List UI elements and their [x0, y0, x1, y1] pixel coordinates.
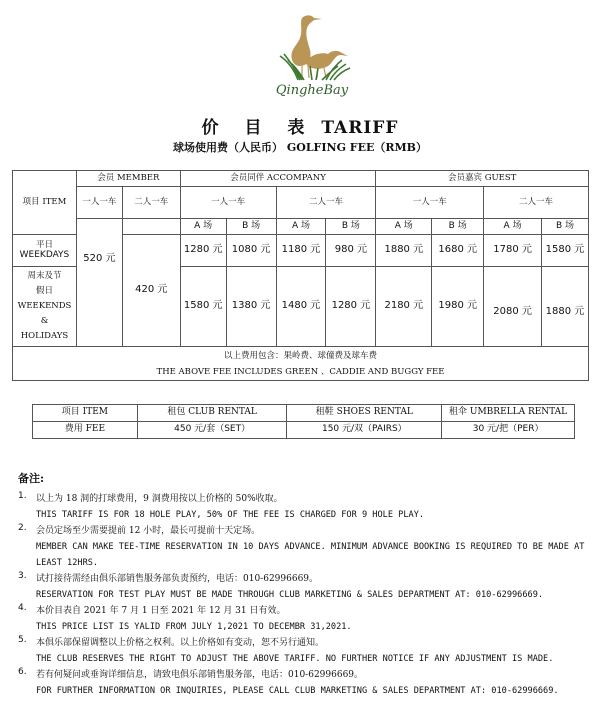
- rental-fee-row: [33, 422, 575, 439]
- weekends-label-en1: WEEKENDS: [17, 301, 72, 311]
- price-cell: 1880 元: [376, 235, 432, 267]
- shoes-rental-fee: 150 元/双（PAIRS）: [287, 422, 442, 439]
- price-cell: 1180 元: [276, 235, 326, 267]
- weekends-label-en2: HOLIDAYS: [20, 331, 69, 341]
- note-cn: 会员定场至少需要提前 12 小时，最长可提前十天定场。: [36, 526, 261, 536]
- note-en: MEMBER CAN MAKE TEE-TIME RESERVATION IN 10 DAYS ADVANCE. MINIMUM ADVANCE BOOKING IS REQUIRED TO BE MADE AT LEAST 12HRS.: [36, 542, 585, 568]
- notes-title: 备注:: [18, 472, 45, 485]
- weekends-label-cn1: 周末及节: [27, 271, 62, 281]
- weekends-label-amp: &: [40, 316, 49, 326]
- accompany-two-per-cart-header: 二人一车: [276, 187, 376, 219]
- note-item: [18, 635, 598, 667]
- note-number: 6.: [18, 667, 27, 677]
- price-cell: 1080 元: [226, 235, 276, 267]
- price-cell: 1680 元: [432, 235, 484, 267]
- empty-cell: [122, 219, 180, 235]
- member-two-per-cart-price: 420 元: [122, 235, 180, 347]
- note-cn: 本价目表自 2021 年 7 月 1 日至 2021 年 12 月 31 日有效。: [36, 606, 286, 616]
- guest-two-per-cart-header: 二人一车: [484, 187, 589, 219]
- guest-group-header: 会员嘉宾 GUEST: [376, 171, 589, 187]
- guest-one-per-cart-header: 一人一车: [376, 187, 484, 219]
- price-cell: 2180 元: [376, 267, 432, 347]
- heron-logo-icon: [262, 6, 362, 98]
- price-cell: 1780 元: [484, 235, 542, 267]
- title-cn: 价 目 表: [201, 118, 315, 138]
- club-rental-fee: 450 元/套（SET）: [137, 422, 287, 439]
- course-b-header: B 场: [542, 219, 589, 235]
- page-subtitle: 球场使用费（人民币） GOLFING FEE（RMB）: [173, 141, 427, 154]
- price-cell: 1980 元: [432, 267, 484, 347]
- course-b-header: B 场: [432, 219, 484, 235]
- umbrella-rental-header: 租伞 UMBRELLA RENTAL: [442, 405, 575, 422]
- rental-table: [32, 404, 575, 439]
- weekends-label-cn2: 假日: [35, 286, 53, 296]
- price-cell: 1580 元: [180, 267, 226, 347]
- course-a-header: A 场: [276, 219, 326, 235]
- note-number: 3.: [18, 571, 27, 581]
- note-number: 2.: [18, 523, 27, 533]
- price-cell: 1380 元: [226, 267, 276, 347]
- course-a-header: A 场: [376, 219, 432, 235]
- weekdays-label: [13, 235, 77, 267]
- note-cn: 试打接待需经由俱乐部销售服务部负责预约，电话：010-62996669。: [36, 574, 319, 584]
- member-two-per-cart-header: 二人一车: [122, 187, 180, 219]
- course-b-header: B 场: [326, 219, 376, 235]
- note-item: [18, 491, 598, 523]
- member-group-header: 会员 MEMBER: [76, 171, 180, 187]
- course-a-header: A 场: [180, 219, 226, 235]
- member-one-per-cart-header: 一人一车: [76, 187, 122, 219]
- tariff-table: [12, 170, 589, 381]
- price-cell: 1280 元: [180, 235, 226, 267]
- umbrella-rental-fee: 30 元/把（PER）: [442, 422, 575, 439]
- price-cell: 1280 元: [326, 267, 376, 347]
- note-item: [18, 571, 598, 603]
- accompany-group-header: 会员同伴 ACCOMPANY: [180, 171, 376, 187]
- fee-includes-note: [13, 347, 589, 381]
- price-cell: 1880 元: [542, 267, 589, 347]
- course-a-header: A 场: [484, 219, 542, 235]
- note-cn: 本俱乐部保留调整以上价格之权利。以上价格如有变动，恕不另行通知。: [36, 638, 325, 648]
- note-en: RESERVATION FOR TEST PLAY MUST BE MADE THROUGH CLUB MARKETING & SALES DEPARTMENT AT: 010-62996669.: [36, 590, 544, 600]
- note-en: FOR FURTHER INFORMATION OR INQUIRIES, PLEASE CALL CLUB MARKETING & SALES DEPARTMENT AT: 010-62996669.: [36, 686, 559, 696]
- accompany-one-per-cart-header: 一人一车: [180, 187, 276, 219]
- price-cell: 2080 元: [484, 267, 542, 347]
- note-item: [18, 667, 598, 699]
- note-number: 1.: [18, 491, 27, 501]
- note-en: THIS PRICE LIST IS YALID FROM JULY 1,2021 TO DECEMBR 31,2021.: [36, 622, 352, 632]
- note-en: THE CLUB RESERVES THE RIGHT TO ADJUST THE ABOVE TARIFF. NO FURTHER NOTICE IF ANY ADJUSTMENT IS MADE.: [36, 654, 554, 664]
- note-cn: 若有何疑问或垂询详细信息，请致电俱乐部销售服务部，电话：010-62996669。: [36, 670, 364, 680]
- price-cell: 980 元: [326, 235, 376, 267]
- page-title: [0, 113, 600, 138]
- rental-item-header: 项目 ITEM: [33, 405, 138, 422]
- course-b-header: B 场: [226, 219, 276, 235]
- logo-text: QingheBay: [275, 83, 349, 98]
- fee-includes-cn: 以上费用包含：果岭费、球僮费及球车费: [223, 350, 377, 361]
- note-item: [18, 603, 598, 635]
- fee-includes-en: THE ABOVE FEE INCLUDES GREEN 、CADDIE AND BUGGY FEE: [156, 366, 445, 377]
- note-number: 5.: [18, 635, 27, 645]
- price-cell: 1580 元: [542, 235, 589, 267]
- member-one-per-cart-price: 520 元: [76, 219, 122, 347]
- weekdays-label-en: WEEKDAYS: [19, 250, 70, 261]
- club-rental-header: 租包 CLUB RENTAL: [137, 405, 287, 422]
- rental-fee-label: 费用 FEE: [33, 422, 138, 439]
- note-item: [18, 523, 598, 571]
- weekends-label: [13, 267, 77, 347]
- title-en: TARIFF: [321, 118, 399, 138]
- note-cn: 以上为 18 洞的打球费用，9 洞费用按以上价格的 50%收取。: [36, 494, 283, 504]
- shoes-rental-header: 租鞋 SHOES RENTAL: [287, 405, 442, 422]
- rental-header-row: [33, 405, 575, 422]
- note-en: THIS TARIFF IS FOR 18 HOLE PLAY, 50% OF THE FEE IS CHARGED FOR 9 HOLE PLAY.: [36, 510, 425, 520]
- price-cell: 1480 元: [276, 267, 326, 347]
- notes-section: [18, 470, 598, 699]
- note-number: 4.: [18, 603, 27, 613]
- club-logo: [262, 6, 362, 98]
- weekdays-label-cn: 平日: [35, 239, 53, 250]
- item-header: 项目 ITEM: [13, 171, 77, 235]
